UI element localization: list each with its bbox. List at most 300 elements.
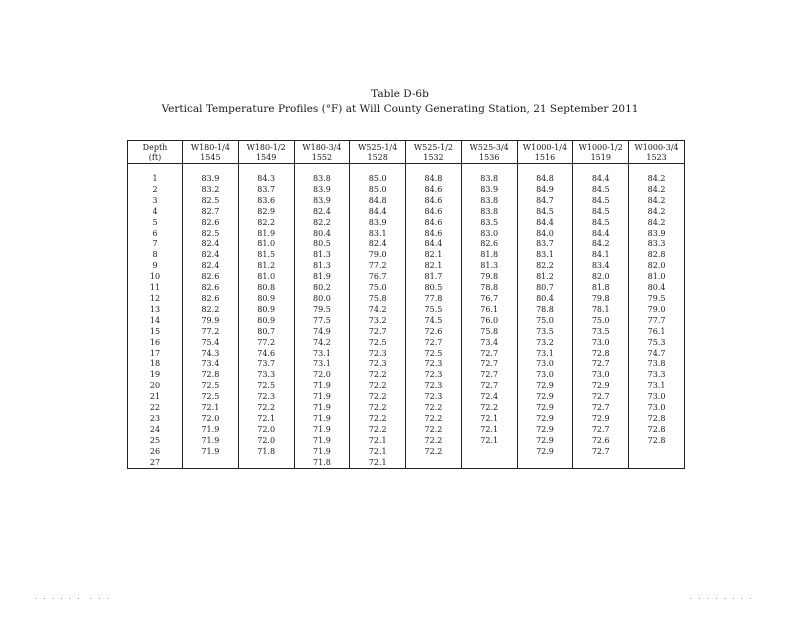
temperature-cell: 74.9 (294, 327, 350, 338)
table-row (128, 229, 685, 240)
temperature-cell: 73.0 (517, 370, 573, 381)
temperature-cell: 72.1 (461, 436, 517, 447)
depth-cell: 12 (128, 294, 183, 305)
temperature-cell: 72.2 (238, 403, 294, 414)
temperature-cell: 79.8 (461, 272, 517, 283)
temperature-cell: 82.6 (183, 218, 239, 229)
temperature-cell: 83.1 (517, 250, 573, 261)
temperature-cell: 74.3 (183, 349, 239, 360)
station-label: W525-1/2 (413, 143, 453, 152)
temperature-cell: 82.4 (183, 250, 239, 261)
temperature-cell: 84.6 (406, 196, 462, 207)
column-header-w1000-1-2 (573, 141, 629, 164)
temperature-cell: 72.9 (573, 414, 629, 425)
temperature-cell: 72.7 (461, 381, 517, 392)
temperature-cell: 84.9 (517, 185, 573, 196)
depth-cell: 14 (128, 316, 183, 327)
table-body (128, 164, 685, 469)
temperature-cell: 71.9 (294, 392, 350, 403)
table-row (128, 403, 685, 414)
temperature-cell: 72.2 (350, 392, 406, 403)
temperature-cell: 71.9 (294, 414, 350, 425)
table-row (128, 327, 685, 338)
temperature-cell (183, 458, 239, 469)
table-row (128, 425, 685, 436)
temperature-cell: 71.9 (294, 447, 350, 458)
temperature-cell: 72.2 (350, 414, 406, 425)
temperature-cell: 79.5 (629, 294, 685, 305)
temperature-cell: 82.9 (238, 207, 294, 218)
depth-cell: 20 (128, 381, 183, 392)
temperature-cell: 72.3 (406, 392, 462, 403)
time-label: 1532 (423, 152, 444, 162)
temperature-cell: 84.8 (517, 164, 573, 185)
temperature-cell: 72.2 (350, 403, 406, 414)
temperature-cell: 72.2 (406, 436, 462, 447)
temperature-cell: 84.8 (350, 196, 406, 207)
temperature-cell: 74.6 (238, 349, 294, 360)
temperature-cell: 83.8 (461, 164, 517, 185)
temperature-cell: 72.8 (573, 349, 629, 360)
temperature-cell: 72.5 (350, 338, 406, 349)
column-header-w1000-1-4 (517, 141, 573, 164)
temperature-cell: 72.2 (350, 381, 406, 392)
temperature-cell: 76.1 (461, 305, 517, 316)
temperature-cell: 73.4 (461, 338, 517, 349)
depth-cell: 18 (128, 359, 183, 370)
table-title: Table D-6b (371, 88, 429, 100)
temperature-cell: 82.1 (406, 261, 462, 272)
temperature-cell: 72.9 (517, 436, 573, 447)
temperature-cell: 82.2 (238, 218, 294, 229)
temperature-cell: 72.0 (238, 436, 294, 447)
temperature-cell: 82.2 (294, 218, 350, 229)
temperature-cell: 72.2 (461, 403, 517, 414)
temperature-cell: 72.9 (517, 425, 573, 436)
depth-header (128, 141, 183, 164)
table-row (128, 272, 685, 283)
temperature-cell: 81.9 (238, 229, 294, 240)
temperature-cell: 84.5 (573, 196, 629, 207)
depth-header-unit: (ft) (148, 152, 162, 162)
column-header-w180-1-2 (238, 141, 294, 164)
depth-cell: 27 (128, 458, 183, 469)
temperature-cell: 71.9 (183, 425, 239, 436)
temperature-cell: 71.9 (294, 425, 350, 436)
temperature-cell: 72.7 (461, 370, 517, 381)
temperature-cell: 84.6 (406, 185, 462, 196)
temperature-cell: 72.7 (573, 359, 629, 370)
temperature-cell: 72.8 (629, 425, 685, 436)
temperature-cell: 72.2 (350, 425, 406, 436)
temperature-cell: 75.8 (350, 294, 406, 305)
table-row (128, 218, 685, 229)
temperature-cell: 83.5 (461, 218, 517, 229)
temperature-cell: 71.9 (183, 436, 239, 447)
temperature-cell: 84.2 (629, 207, 685, 218)
temperature-cell: 84.5 (573, 185, 629, 196)
temperature-cell: 83.2 (183, 185, 239, 196)
temperature-cell: 84.7 (517, 196, 573, 207)
temperature-cell: 83.4 (573, 261, 629, 272)
table-row (128, 447, 685, 458)
temperature-cell: 71.8 (238, 447, 294, 458)
temperature-cell: 84.5 (573, 218, 629, 229)
temperature-cell: 72.7 (573, 403, 629, 414)
table-row (128, 283, 685, 294)
temperature-cell: 84.2 (629, 218, 685, 229)
depth-cell: 2 (128, 185, 183, 196)
temperature-cell: 72.2 (406, 425, 462, 436)
temperature-cell: 72.1 (238, 414, 294, 425)
column-header-w180-3-4 (294, 141, 350, 164)
temperature-cell: 83.7 (517, 239, 573, 250)
temperature-cell: 81.8 (461, 250, 517, 261)
temperature-cell: 84.2 (629, 164, 685, 185)
temperature-cell: 83.9 (294, 185, 350, 196)
temperature-cell: 84.4 (573, 229, 629, 240)
temperature-cell: 83.9 (183, 164, 239, 185)
temperature-cell (461, 447, 517, 458)
table-row (128, 414, 685, 425)
temperature-cell: 82.2 (183, 305, 239, 316)
temperature-cell: 80.9 (238, 305, 294, 316)
time-label: 1519 (590, 152, 611, 162)
temperature-cell: 72.1 (461, 425, 517, 436)
time-label: 1552 (311, 152, 333, 162)
temperature-cell: 84.8 (406, 164, 462, 185)
temperature-cell: 76.0 (461, 316, 517, 327)
temperature-cell: 73.3 (629, 370, 685, 381)
temperature-cell: 75.0 (517, 316, 573, 327)
temperature-cell: 72.3 (406, 381, 462, 392)
depth-cell: 17 (128, 349, 183, 360)
temperature-cell: 84.4 (573, 164, 629, 185)
temperature-cell: 73.0 (517, 359, 573, 370)
temperature-cell: 82.0 (629, 261, 685, 272)
temperature-cell: 72.4 (461, 392, 517, 403)
temperature-cell: 72.1 (183, 403, 239, 414)
temperature-cell: 75.0 (573, 316, 629, 327)
temperature-cell: 84.4 (517, 218, 573, 229)
temperature-cell: 84.5 (517, 207, 573, 218)
temperature-cell: 80.5 (406, 283, 462, 294)
station-label: W1000-1/2 (578, 143, 623, 152)
temperature-cell: 74.2 (350, 305, 406, 316)
temperature-cell: 73.1 (517, 349, 573, 360)
temperature-cell: 72.7 (406, 338, 462, 349)
time-label: 1536 (479, 152, 500, 162)
temperature-cell: 73.7 (238, 359, 294, 370)
temperature-cell: 73.5 (573, 327, 629, 338)
temperature-cell: 71.9 (294, 436, 350, 447)
scan-artifact-right: . . . . . . . . (690, 593, 754, 601)
table-row (128, 359, 685, 370)
temperature-cell: 82.5 (183, 196, 239, 207)
temperature-cell: 84.2 (629, 185, 685, 196)
temperature-cell: 80.7 (238, 327, 294, 338)
temperature-cell: 72.9 (517, 381, 573, 392)
temperature-cell: 84.4 (406, 239, 462, 250)
temperature-cell: 81.5 (238, 250, 294, 261)
temperature-cell: 83.9 (294, 196, 350, 207)
temperature-cell: 85.0 (350, 185, 406, 196)
temperature-cell: 82.6 (183, 294, 239, 305)
time-label: 1516 (534, 152, 556, 162)
temperature-cell: 75.3 (629, 338, 685, 349)
temperature-cell: 81.0 (238, 239, 294, 250)
column-header-w180-1-4 (183, 141, 239, 164)
temperature-cell: 77.7 (629, 316, 685, 327)
temperature-cell: 72.1 (350, 436, 406, 447)
temperature-cell: 82.0 (573, 272, 629, 283)
time-label: 1523 (646, 152, 667, 162)
temperature-cell: 72.3 (350, 359, 406, 370)
temperature-cell: 83.0 (461, 229, 517, 240)
temperature-cell: 71.9 (183, 447, 239, 458)
temperature-cell: 72.7 (573, 392, 629, 403)
temperature-cell: 84.6 (406, 218, 462, 229)
temperature-cell: 75.8 (461, 327, 517, 338)
table-row (128, 294, 685, 305)
table-row (128, 185, 685, 196)
temperature-cell: 84.4 (350, 207, 406, 218)
depth-cell: 7 (128, 239, 183, 250)
depth-header-label: Depth (142, 143, 168, 152)
table-subtitle: Vertical Temperature Profiles (°F) at Will County Generating Station, 21 September 2011 (161, 103, 639, 115)
depth-cell: 4 (128, 207, 183, 218)
temperature-cell (517, 458, 573, 469)
temperature-cell: 77.2 (350, 261, 406, 272)
temperature-cell: 72.8 (183, 370, 239, 381)
temperature-cell: 73.1 (294, 359, 350, 370)
temperature-cell: 80.4 (294, 229, 350, 240)
depth-cell: 5 (128, 218, 183, 229)
temperature-cell: 74.2 (294, 338, 350, 349)
temperature-cell: 75.0 (350, 283, 406, 294)
time-label: 1528 (367, 152, 388, 162)
temperature-cell: 82.4 (183, 261, 239, 272)
temperature-cell: 72.5 (183, 392, 239, 403)
temperature-cell: 81.2 (238, 261, 294, 272)
temperature-cell (629, 458, 685, 469)
temperature-cell: 73.2 (517, 338, 573, 349)
temperature-cell: 82.4 (183, 239, 239, 250)
temperature-cell: 83.9 (350, 218, 406, 229)
depth-cell: 24 (128, 425, 183, 436)
temperature-cell: 72.0 (183, 414, 239, 425)
temperature-cell: 81.0 (629, 272, 685, 283)
temperature-cell: 83.1 (350, 229, 406, 240)
temperature-cell: 77.2 (183, 327, 239, 338)
column-header-w1000-3-4 (629, 141, 685, 164)
temperature-cell: 72.3 (406, 359, 462, 370)
temperature-cell: 73.1 (629, 381, 685, 392)
temperature-cell: 72.1 (350, 458, 406, 469)
temperature-cell: 72.7 (461, 359, 517, 370)
temperature-cell: 80.7 (517, 283, 573, 294)
temperature-cell: 75.5 (406, 305, 462, 316)
table-row (128, 392, 685, 403)
temperature-cell: 80.8 (238, 283, 294, 294)
table-row (128, 349, 685, 360)
table-row (128, 305, 685, 316)
temperature-cell: 72.9 (517, 403, 573, 414)
temperature-cell: 80.9 (238, 316, 294, 327)
temperature-cell: 80.2 (294, 283, 350, 294)
temperature-cell: 73.0 (629, 403, 685, 414)
temperature-cell: 72.1 (461, 414, 517, 425)
temperature-cell: 82.2 (517, 261, 573, 272)
station-label: W180-3/4 (302, 143, 342, 152)
temperature-cell: 72.7 (573, 447, 629, 458)
table-row (128, 458, 685, 469)
table-row (128, 164, 685, 185)
temperature-cell: 72.6 (406, 327, 462, 338)
temperature-cell: 72.2 (406, 403, 462, 414)
depth-cell: 1 (128, 164, 183, 185)
temperature-cell: 77.5 (294, 316, 350, 327)
temperature-cell: 79.0 (629, 305, 685, 316)
temperature-cell: 84.2 (629, 196, 685, 207)
temperature-cell: 82.5 (183, 229, 239, 240)
temperature-cell: 72.9 (517, 392, 573, 403)
temperature-cell: 73.0 (573, 338, 629, 349)
temperature-cell: 76.7 (350, 272, 406, 283)
table-header-row (128, 141, 685, 164)
temperature-cell: 77.2 (238, 338, 294, 349)
temperature-cell: 82.6 (183, 283, 239, 294)
temperature-cell: 80.9 (238, 294, 294, 305)
temperature-cell: 84.6 (406, 207, 462, 218)
table-row (128, 381, 685, 392)
temperature-cell: 72.8 (629, 414, 685, 425)
temperature-cell: 82.8 (629, 250, 685, 261)
scan-artifact-left: . . . . . . . . . (35, 593, 112, 601)
temperature-cell (406, 458, 462, 469)
temperature-cell: 82.6 (183, 272, 239, 283)
temperature-cell: 84.3 (238, 164, 294, 185)
temperature-cell: 78.8 (461, 283, 517, 294)
temperature-cell: 73.4 (183, 359, 239, 370)
table-row (128, 239, 685, 250)
temperature-cell: 81.9 (294, 272, 350, 283)
temperature-cell (573, 458, 629, 469)
temperature-cell: 82.7 (183, 207, 239, 218)
temperature-cell: 81.8 (573, 283, 629, 294)
temperature-cell: 80.5 (294, 239, 350, 250)
temperature-cell: 72.0 (294, 370, 350, 381)
station-label: W180-1/4 (190, 143, 230, 152)
temperature-cell: 80.0 (294, 294, 350, 305)
temperature-cell: 81.3 (294, 250, 350, 261)
temperature-cell: 72.3 (238, 392, 294, 403)
depth-cell: 6 (128, 229, 183, 240)
depth-cell: 13 (128, 305, 183, 316)
temperature-cell: 72.7 (573, 425, 629, 436)
temperature-cell: 78.8 (517, 305, 573, 316)
temperature-cell: 72.8 (629, 436, 685, 447)
temperature-cell (629, 447, 685, 458)
temperature-cell: 74.7 (629, 349, 685, 360)
temperature-cell: 72.9 (517, 447, 573, 458)
temperature-cell: 73.8 (629, 359, 685, 370)
temperature-cell: 72.5 (238, 381, 294, 392)
station-label: W525-3/4 (469, 143, 509, 152)
depth-cell: 19 (128, 370, 183, 381)
temperature-cell: 83.8 (461, 207, 517, 218)
depth-cell: 3 (128, 196, 183, 207)
temperature-cell: 72.9 (573, 381, 629, 392)
temperature-cell: 72.3 (406, 370, 462, 381)
time-label: 1549 (255, 152, 277, 162)
column-header-w525-1-2 (406, 141, 462, 164)
station-label: W1000-3/4 (634, 143, 679, 152)
temperature-cell: 80.4 (629, 283, 685, 294)
column-header-w525-1-4 (350, 141, 406, 164)
depth-cell: 9 (128, 261, 183, 272)
temperature-cell: 84.2 (573, 239, 629, 250)
temperature-cell: 76.7 (461, 294, 517, 305)
temperature-cell: 72.5 (406, 349, 462, 360)
column-header-w525-3-4 (461, 141, 517, 164)
temperature-cell: 74.5 (406, 316, 462, 327)
temperature-cell: 72.2 (406, 414, 462, 425)
table-row (128, 250, 685, 261)
station-label: W180-1/2 (246, 143, 286, 152)
temperature-cell: 83.6 (238, 196, 294, 207)
temperature-cell: 82.4 (350, 239, 406, 250)
temperature-cell: 84.0 (517, 229, 573, 240)
temperature-cell: 81.2 (517, 272, 573, 283)
table-row (128, 370, 685, 381)
temperature-cell: 83.9 (629, 229, 685, 240)
temperature-cell: 81.3 (294, 261, 350, 272)
temperature-cell: 71.8 (294, 458, 350, 469)
temperature-cell: 81.7 (406, 272, 462, 283)
station-label: W1000-1/4 (522, 143, 568, 152)
temperature-cell: 72.2 (406, 447, 462, 458)
temperature-cell: 82.6 (461, 239, 517, 250)
temperature-cell (238, 458, 294, 469)
depth-cell: 8 (128, 250, 183, 261)
temperature-cell: 79.5 (294, 305, 350, 316)
temperature-cell: 78.1 (573, 305, 629, 316)
depth-cell: 25 (128, 436, 183, 447)
depth-cell: 11 (128, 283, 183, 294)
temperature-cell: 75.4 (183, 338, 239, 349)
temperature-cell: 71.9 (294, 381, 350, 392)
depth-cell: 10 (128, 272, 183, 283)
station-label: W525-1/4 (358, 143, 398, 152)
temperature-cell: 83.8 (461, 196, 517, 207)
depth-cell: 21 (128, 392, 183, 403)
temperature-cell: 73.1 (294, 349, 350, 360)
table-row (128, 261, 685, 272)
time-label: 1545 (200, 152, 221, 162)
temperature-cell: 72.7 (350, 327, 406, 338)
temperature-cell: 79.9 (183, 316, 239, 327)
temperature-cell: 84.5 (573, 207, 629, 218)
temperature-cell: 82.4 (294, 207, 350, 218)
temperature-cell: 76.1 (629, 327, 685, 338)
depth-cell: 16 (128, 338, 183, 349)
temperature-cell: 83.7 (238, 185, 294, 196)
temperature-cell: 72.5 (183, 381, 239, 392)
temperature-cell: 73.0 (573, 370, 629, 381)
table-row (128, 196, 685, 207)
temperature-cell: 85.0 (350, 164, 406, 185)
